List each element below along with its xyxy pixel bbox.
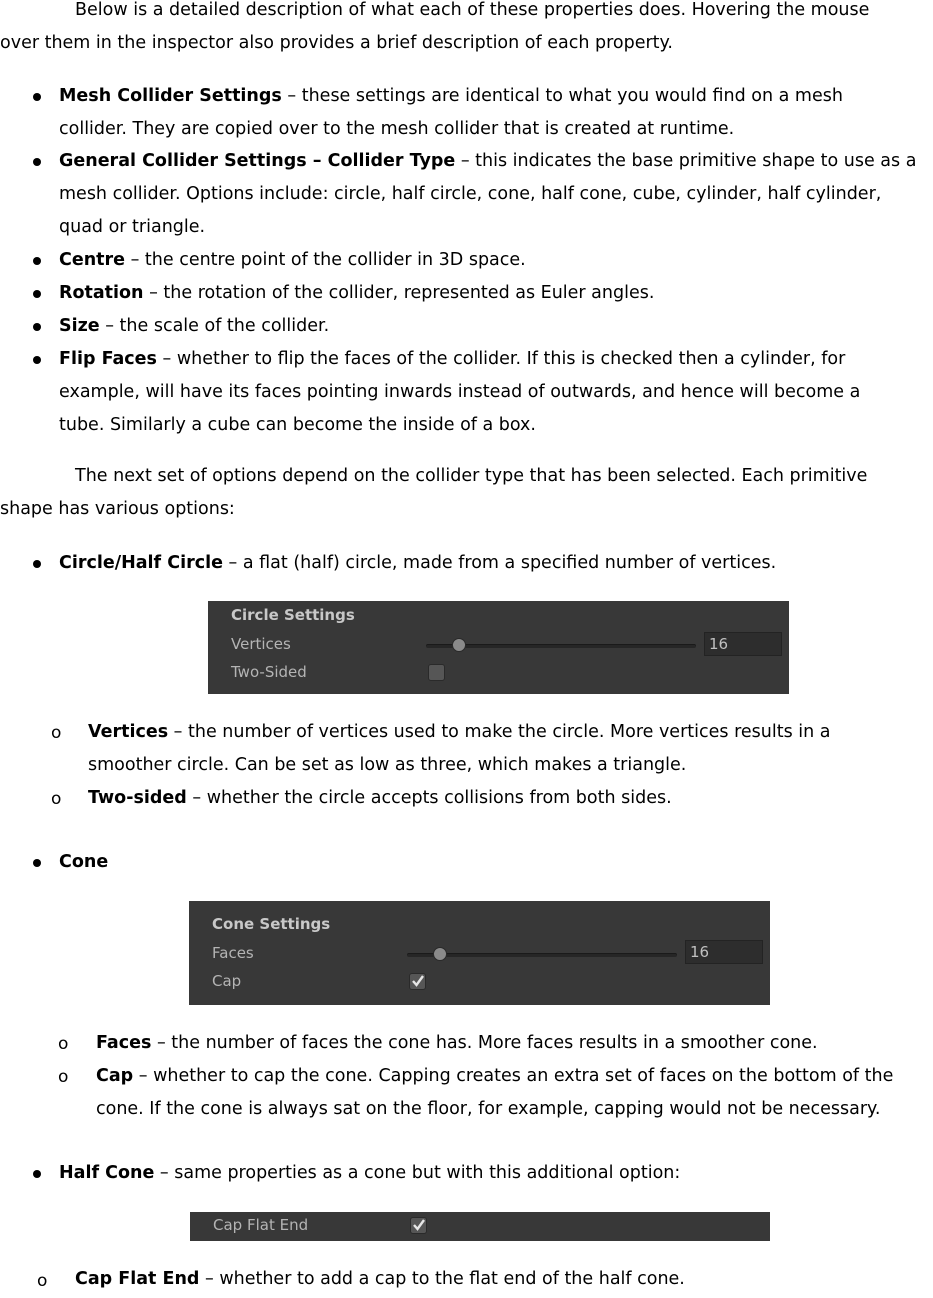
checkmark-icon <box>411 974 425 988</box>
list-item: Rotation – the rotation of the collider, represented as Euler angles. <box>59 283 655 303</box>
faces-field[interactable]: 16 <box>685 940 763 964</box>
next-set-line-1: The next set of options depend on the collider type that has been selected. Each primitive <box>75 466 868 486</box>
bullet <box>33 257 41 265</box>
list-item-continuation: tube. Similarly a cube can become the inside of a box. <box>59 415 536 435</box>
faces-slider[interactable] <box>407 953 677 957</box>
sub-bullet: o <box>58 1067 69 1087</box>
list-item-continuation: collider. They are copied over to the mesh collider that is created at runtime. <box>59 119 735 139</box>
next-set-line-2: shape has various options: <box>0 499 235 519</box>
sub-list-item: Cap – whether to cap the cone. Capping creates an extra set of faces on the bottom of the <box>96 1066 894 1086</box>
list-item: Mesh Collider Settings – these settings are identical to what you would find on a mesh <box>59 86 843 106</box>
vertices-slider-thumb[interactable] <box>452 638 466 652</box>
sub-bullet: o <box>58 1034 69 1054</box>
cone-settings-title: Cone Settings <box>212 915 331 933</box>
half-cone-item: Half Cone – same properties as a cone but with this additional option: <box>59 1163 681 1183</box>
vertices-label: Vertices <box>231 635 291 653</box>
sub-bullet: o <box>51 789 62 809</box>
cap-label: Cap <box>212 972 242 990</box>
intro-line-2: over them in the inspector also provides a brief description of each property. <box>0 33 673 53</box>
sub-list-item-continuation: cone. If the cone is always sat on the floor, for example, capping would not be necessary. <box>96 1099 881 1119</box>
circle-settings-panel <box>208 601 789 694</box>
bullet <box>33 1170 41 1178</box>
vertices-field[interactable]: 16 <box>704 632 782 656</box>
faces-slider-thumb[interactable] <box>433 947 447 961</box>
cone-item: Cone <box>59 852 109 872</box>
sub-bullet: o <box>37 1271 48 1291</box>
vertices-slider[interactable] <box>426 644 696 648</box>
bullet <box>33 323 41 331</box>
two-sided-checkbox[interactable] <box>428 664 445 681</box>
circle-settings-title: Circle Settings <box>231 606 355 624</box>
bullet <box>33 560 41 568</box>
list-item: Centre – the centre point of the collider in 3D space. <box>59 250 526 270</box>
cap-flat-end-label: Cap Flat End <box>213 1216 309 1234</box>
cap-flat-end-checkbox[interactable] <box>410 1217 427 1234</box>
bullet <box>33 93 41 101</box>
list-item-continuation: example, will have its faces pointing inwards instead of outwards, and hence will become a <box>59 382 861 402</box>
faces-label: Faces <box>212 944 254 962</box>
bullet <box>33 158 41 166</box>
sub-list-item: Two-sided – whether the circle accepts collisions from both sides. <box>88 788 672 808</box>
list-item: Size – the scale of the collider. <box>59 316 330 336</box>
half-cone-settings-panel <box>190 1212 770 1241</box>
two-sided-label: Two-Sided <box>231 663 307 681</box>
list-item-continuation: quad or triangle. <box>59 217 206 237</box>
intro-line-1: Below is a detailed description of what each of these properties does. Hovering the mouse <box>75 0 870 20</box>
cap-checkbox[interactable] <box>409 973 426 990</box>
checkmark-icon <box>412 1218 426 1232</box>
circle-item: Circle/Half Circle – a flat (half) circle, made from a specified number of vertices. <box>59 553 777 573</box>
list-item: Flip Faces – whether to flip the faces of the collider. If this is checked then a cylinder, for <box>59 349 846 369</box>
bullet <box>33 290 41 298</box>
bullet <box>33 356 41 364</box>
list-item: General Collider Settings – Collider Type – this indicates the base primitive shape to use as a <box>59 151 917 171</box>
list-item-continuation: mesh collider. Options include: circle, half circle, cone, half cone, cube, cylinder, half cylinder, <box>59 184 882 204</box>
cone-settings-panel <box>189 901 770 1005</box>
sub-list-item: Faces – the number of faces the cone has. More faces results in a smoother cone. <box>96 1033 818 1053</box>
sub-list-item: Vertices – the number of vertices used to make the circle. More vertices results in a <box>88 722 831 742</box>
bullet <box>33 859 41 867</box>
sub-bullet: o <box>51 723 62 743</box>
sub-list-item-continuation: smoother circle. Can be set as low as three, which makes a triangle. <box>88 755 687 775</box>
sub-list-item: Cap Flat End – whether to add a cap to the flat end of the half cone. <box>75 1269 685 1289</box>
